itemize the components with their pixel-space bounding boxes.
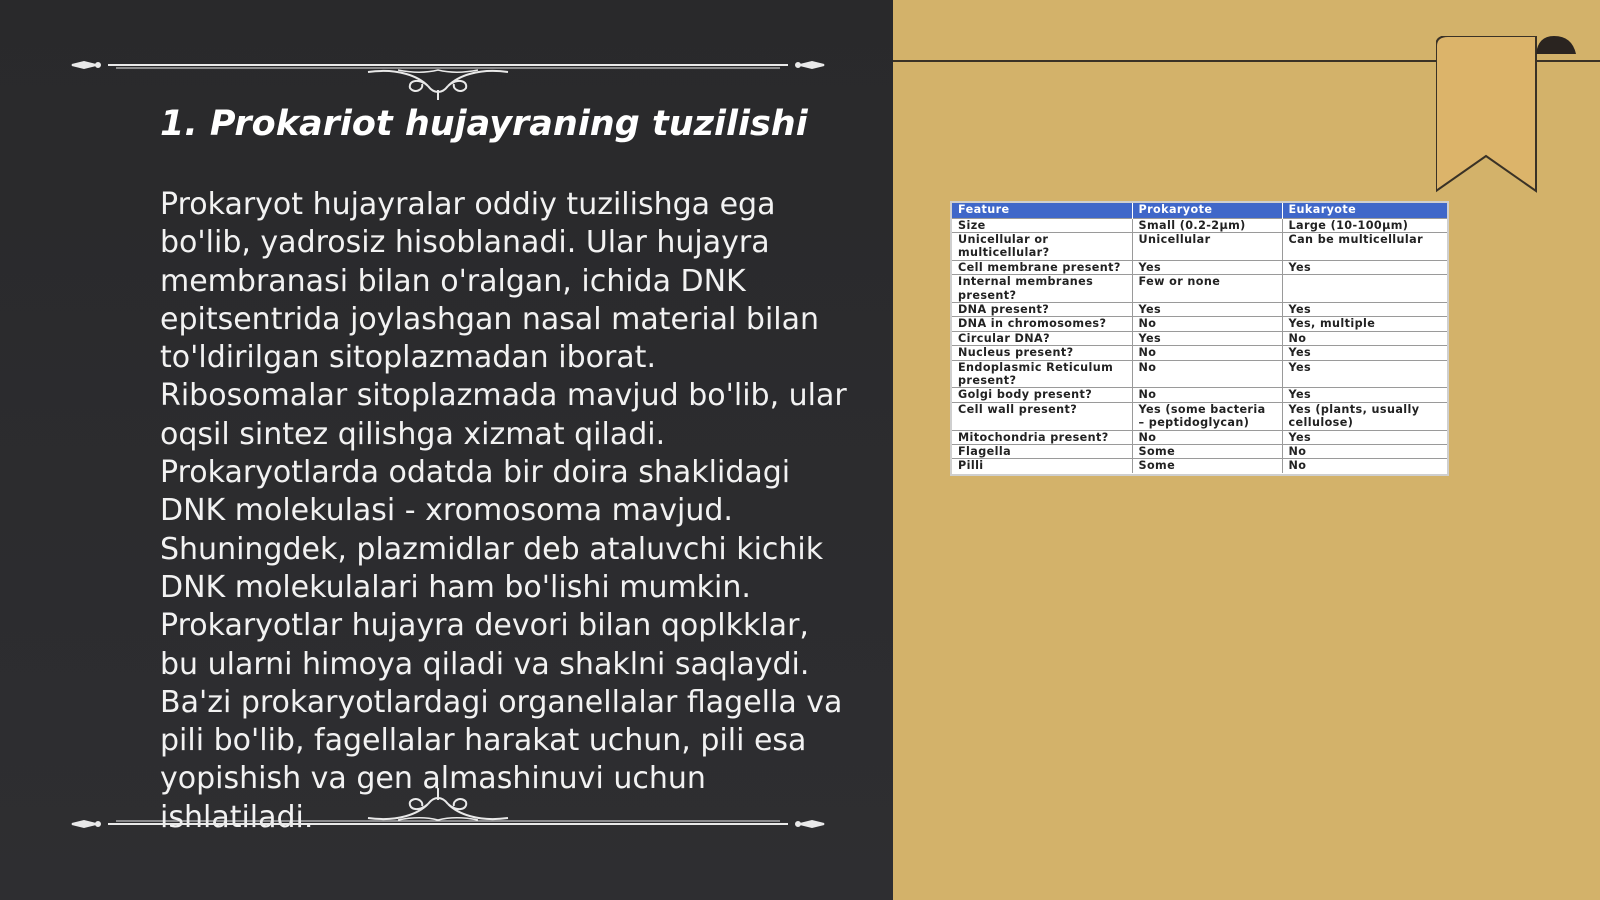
table-cell: Few or none [1132, 275, 1282, 303]
bookmark-decoration [1436, 36, 1586, 201]
slide-title: 1. Prokariot hujayraning tuzilishi [160, 104, 808, 144]
table-cell [1282, 275, 1447, 303]
ornament-top-decoration [68, 40, 828, 100]
table-row [952, 430, 1447, 444]
table-row [952, 360, 1447, 388]
table-header-cell: Prokaryote [1132, 203, 1282, 218]
table-cell: Internal membranes present? [952, 275, 1132, 303]
table-cell: Unicellular or multicellular? [952, 232, 1132, 260]
table-row [952, 402, 1447, 430]
table-header-cell: Eukaryote [1282, 203, 1447, 218]
table-cell: No [1132, 430, 1282, 444]
table-cell: No [1132, 317, 1282, 331]
ornament-bottom-decoration [68, 782, 828, 842]
table-cell: Endoplasmic Reticulum present? [952, 360, 1132, 388]
table-row [952, 218, 1447, 232]
table-header-cell: Feature [952, 203, 1132, 218]
table-cell: Mitochondria present? [952, 430, 1132, 444]
table-cell: No [1132, 360, 1282, 388]
table-cell: Yes [1132, 260, 1282, 274]
table-cell: Yes [1282, 430, 1447, 444]
table-cell: No [1132, 346, 1282, 360]
table-row [952, 302, 1447, 316]
table-cell: Golgi body present? [952, 388, 1132, 402]
table-cell: Yes [1132, 302, 1282, 316]
table-row [952, 317, 1447, 331]
slide-body-text: Prokaryot hujayralar oddiy tuzilishga ega bo'lib, yadrosiz hisoblanadi. Ular hujayra membranasi bilan o'ralgan, ichida DNK epitsentrida joylashgan nasal material bilan to'ldirilgan sitoplazmadan iborat. Ribosomalar sitoplazmada mavjud bo'lib, ular oqsil sintez qilishga xizmat qiladi. Prokaryotlarda odatda bir doira shaklidagi DNK molekulasi - xromosoma mavjud. Shuningdek, plazmidlar deb ataluvchi kichik DNK molekulalari ham bo'lishi mumkin. Prokaryotlar hujayra devori bilan qoplkklar, bu ularni himoya qiladi va shaklni saqlaydi. Ba'zi prokaryotlardagi organellalar flagella va pili bo'lib, fagellalar harakat uchun, pili esa yopishish va gen almashinuvi uchun ishlatiladi. [160, 187, 847, 835]
table-cell: Pilli [952, 459, 1132, 473]
table-cell: Yes [1282, 260, 1447, 274]
table-row [952, 445, 1447, 459]
table-row [952, 260, 1447, 274]
table-cell: Some [1132, 445, 1282, 459]
table-cell: Yes [1282, 302, 1447, 316]
table-row [952, 232, 1447, 260]
table-cell: Yes, multiple [1282, 317, 1447, 331]
prokaryote-eukaryote-table [952, 203, 1447, 473]
table-cell: Flagella [952, 445, 1132, 459]
table-cell: DNA present? [952, 302, 1132, 316]
table-cell: DNA in chromosomes? [952, 317, 1132, 331]
table-row [952, 331, 1447, 345]
table-cell: Nucleus present? [952, 346, 1132, 360]
table-row [952, 346, 1447, 360]
table-cell: No [1282, 331, 1447, 345]
comparison-table-image [950, 201, 1449, 476]
table-cell: Yes [1132, 331, 1282, 345]
table-cell: Size [952, 218, 1132, 232]
table-row [952, 459, 1447, 473]
table-cell: Yes (some bacteria – peptidoglycan) [1132, 402, 1282, 430]
table-cell: Large (10-100μm) [1282, 218, 1447, 232]
table-cell: Some [1132, 459, 1282, 473]
table-cell: Cell wall present? [952, 402, 1132, 430]
table-cell: Yes [1282, 360, 1447, 388]
table-cell: No [1282, 459, 1447, 473]
table-row [952, 388, 1447, 402]
table-cell: Cell membrane present? [952, 260, 1132, 274]
table-cell: Yes (plants, usually cellulose) [1282, 402, 1447, 430]
table-cell: Yes [1282, 346, 1447, 360]
table-cell: Can be multicellular [1282, 232, 1447, 260]
table-row [952, 275, 1447, 303]
table-cell: Unicellular [1132, 232, 1282, 260]
table-header-row [952, 203, 1447, 218]
table-cell: No [1282, 445, 1447, 459]
table-cell: Yes [1282, 388, 1447, 402]
table-cell: Small (0.2-2μm) [1132, 218, 1282, 232]
table-cell: No [1132, 388, 1282, 402]
table-cell: Circular DNA? [952, 331, 1132, 345]
